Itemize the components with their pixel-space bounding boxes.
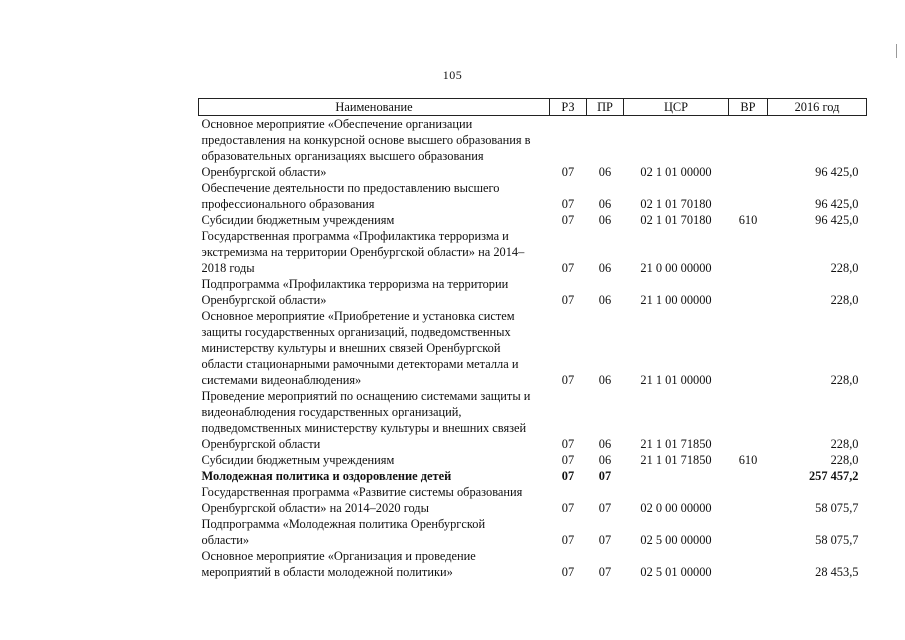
row-csr: 21 1 01 71850 — [640, 437, 712, 451]
table-row — [199, 308, 867, 388]
row-vr — [729, 228, 768, 276]
row-name — [199, 212, 550, 228]
row-name-line: области стационарными рамочными детекторами металла и — [201, 357, 519, 371]
row-rz: 07 — [561, 293, 575, 307]
table-header — [199, 99, 867, 116]
row-sum: 96 425,0 — [815, 213, 859, 227]
row-pr: 06 — [598, 453, 612, 467]
row-csr: 21 1 00 00000 — [640, 293, 712, 307]
row-pr: 06 — [598, 197, 612, 211]
row-rz: 07 — [561, 533, 575, 547]
row-sum: 257 457,2 — [808, 469, 859, 483]
row-csr: 02 1 01 00000 — [640, 165, 712, 179]
row-sum: 96 425,0 — [815, 165, 859, 179]
row-pr: 06 — [598, 437, 612, 451]
row-rz: 07 — [561, 469, 575, 483]
row-rz: 07 — [561, 261, 575, 275]
row-rz: 07 — [561, 165, 575, 179]
table-row — [199, 452, 867, 468]
row-csr — [624, 468, 729, 484]
row-name-line: защиты государственных организаций, подведомственных — [201, 325, 511, 339]
row-rz: 07 — [561, 437, 575, 451]
row-name-line: Государственная программа «Профилактика терроризма и — [201, 229, 509, 243]
table-row — [199, 276, 867, 308]
row-pr: 07 — [598, 565, 612, 579]
row-sum: 58 075,7 — [815, 501, 859, 515]
row-vr — [729, 388, 768, 452]
row-rz: 07 — [561, 373, 575, 387]
row-csr: 02 1 01 70180 — [640, 197, 712, 211]
row-name-line: Государственная программа «Развитие системы образования — [201, 485, 523, 499]
row-sum: 228,0 — [830, 293, 859, 307]
table-body — [199, 116, 867, 581]
header-row — [199, 99, 867, 116]
table-row — [199, 548, 867, 580]
row-name-line: Оренбургской области» — [201, 293, 327, 307]
row-pr: 06 — [598, 165, 612, 179]
row-rz: 07 — [561, 213, 575, 227]
row-name — [199, 116, 550, 181]
header-name: Наименование — [199, 99, 550, 116]
table-row — [199, 116, 867, 181]
row-name-line: образовательных организациях высшего образования — [201, 149, 484, 163]
row-name-line: экстремизма на территории Оренбургской области» на 2014– — [201, 245, 525, 259]
page-number: 105 — [442, 68, 463, 82]
table-row — [199, 388, 867, 452]
table-row — [199, 228, 867, 276]
row-vr — [729, 180, 768, 212]
row-vr — [729, 116, 768, 181]
row-vr — [729, 308, 768, 388]
row-name — [199, 180, 550, 212]
header-vr: ВР — [729, 99, 768, 116]
row-name-line: системами видеонаблюдения» — [201, 373, 362, 387]
row-name — [199, 484, 550, 516]
row-csr: 21 0 00 00000 — [640, 261, 712, 275]
row-name-line: видеонаблюдения государственных организаций, — [201, 405, 462, 419]
row-sum: 228,0 — [830, 373, 859, 387]
table-row — [199, 484, 867, 516]
row-name — [199, 452, 550, 468]
row-rz: 07 — [561, 565, 575, 579]
table-row — [199, 212, 867, 228]
row-name — [199, 228, 550, 276]
row-name-line: предоставления на конкурсной основе высшего образования в — [201, 133, 531, 147]
budget-table — [198, 98, 867, 580]
header-sum: 2016 год — [768, 99, 867, 116]
row-csr: 02 1 01 70180 — [640, 213, 712, 227]
row-name-line: Основное мероприятие «Приобретение и установка систем — [201, 309, 515, 323]
row-name-line: Проведение мероприятий по оснащению системами защиты и — [201, 389, 531, 403]
row-csr: 02 5 01 00000 — [640, 565, 712, 579]
row-name — [199, 308, 550, 388]
table-row — [199, 468, 867, 484]
row-name-line: мероприятий в области молодежной политики» — [201, 565, 453, 579]
row-vr — [729, 468, 768, 484]
scan-edge-mark — [896, 44, 897, 58]
row-vr: 610 — [738, 213, 758, 227]
row-name-line: Подпрограмма «Профилактика терроризма на территории — [201, 277, 509, 291]
row-rz: 07 — [561, 501, 575, 515]
row-csr: 21 1 01 00000 — [640, 373, 712, 387]
row-name-line: Обеспечение деятельности по предоставлению высшего — [201, 181, 500, 195]
row-name-line: Основное мероприятие «Обеспечение организации — [201, 117, 473, 131]
row-sum: 228,0 — [830, 453, 859, 467]
row-name-line: 2018 годы — [201, 261, 255, 275]
row-name — [199, 516, 550, 548]
row-sum: 96 425,0 — [815, 197, 859, 211]
row-name — [199, 388, 550, 452]
row-pr: 07 — [598, 469, 612, 483]
row-name-line: Оренбургской области — [201, 437, 321, 451]
table-row — [199, 180, 867, 212]
row-pr: 06 — [598, 213, 612, 227]
row-vr — [729, 548, 768, 580]
row-name-line: Субсидии бюджетным учреждениям — [201, 453, 395, 467]
row-name-line: подведомственных министерству культуры и внешних связей — [201, 421, 527, 435]
row-name-line: Оренбургской области» на 2014–2020 годы — [201, 501, 429, 515]
header-csr: ЦСР — [624, 99, 729, 116]
row-rz: 07 — [561, 197, 575, 211]
row-name-line: министерству культуры и внешних связей Оренбургской — [201, 341, 501, 355]
header-rz: РЗ — [550, 99, 587, 116]
row-rz: 07 — [561, 453, 575, 467]
row-vr: 610 — [738, 453, 758, 467]
row-vr — [729, 276, 768, 308]
row-name — [199, 468, 550, 484]
row-sum: 28 453,5 — [815, 565, 859, 579]
row-vr — [729, 516, 768, 548]
row-sum: 58 075,7 — [815, 533, 859, 547]
row-name-line: Молодежная политика и оздоровление детей — [201, 469, 452, 483]
row-pr: 07 — [598, 501, 612, 515]
row-csr: 02 0 00 00000 — [640, 501, 712, 515]
row-sum: 228,0 — [830, 437, 859, 451]
row-name-line: профессионального образования — [201, 197, 375, 211]
row-vr — [729, 484, 768, 516]
row-name-line: области» — [201, 533, 250, 547]
row-pr: 06 — [598, 293, 612, 307]
row-csr: 02 5 00 00000 — [640, 533, 712, 547]
row-name — [199, 276, 550, 308]
row-name-line: Подпрограмма «Молодежная политика Оренбургской — [201, 517, 486, 531]
table-row — [199, 516, 867, 548]
row-pr: 07 — [598, 533, 612, 547]
header-pr: ПР — [587, 99, 624, 116]
row-sum: 228,0 — [830, 261, 859, 275]
row-pr: 06 — [598, 261, 612, 275]
row-name-line: Субсидии бюджетным учреждениям — [201, 213, 395, 227]
row-name-line: Оренбургской области» — [201, 165, 327, 179]
row-name-line: Основное мероприятие «Организация и проведение — [201, 549, 476, 563]
row-csr: 21 1 01 71850 — [640, 453, 712, 467]
row-pr: 06 — [598, 373, 612, 387]
row-name — [199, 548, 550, 580]
